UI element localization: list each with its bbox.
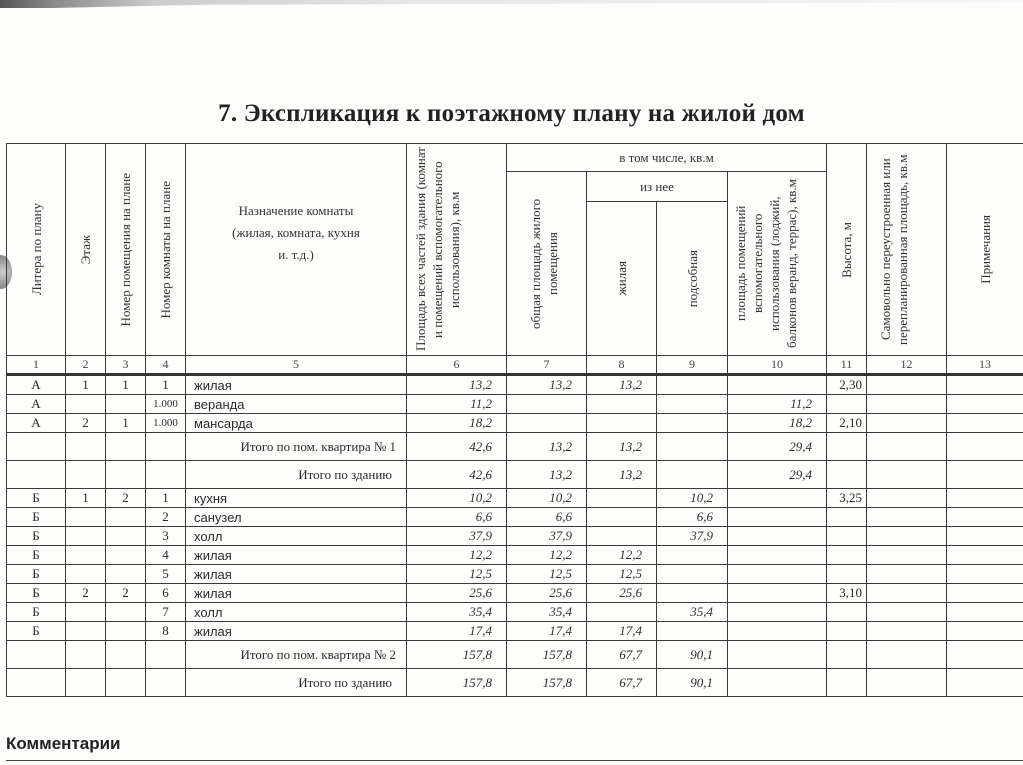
total-area-cell: 25,6 [407, 584, 507, 603]
notes-cell [947, 395, 1023, 414]
utility-area-cell [657, 622, 728, 641]
empty-cell [66, 433, 106, 461]
notes-cell [947, 565, 1023, 584]
table-row [7, 508, 1023, 527]
floor-cell [66, 565, 106, 584]
room-number-cell [106, 603, 146, 622]
living-premises-area-cell: 35,4 [507, 603, 587, 622]
scan-edge-shadow [0, 0, 1023, 8]
utility-area-cell [657, 375, 728, 395]
auxiliary-area-cell [728, 669, 827, 697]
notes-cell [947, 584, 1023, 603]
living-area-cell [587, 395, 657, 414]
self-altered-cell [867, 565, 947, 584]
total-area-cell: 11,2 [407, 395, 507, 414]
total-label: Итого по зданию [186, 669, 407, 697]
total-area-cell: 12,5 [407, 565, 507, 584]
plan-number-cell: 4 [146, 546, 186, 565]
empty-cell [146, 433, 186, 461]
total-area-cell: 42,6 [407, 433, 507, 461]
purpose-cell: жилая [186, 375, 407, 395]
empty-cell [827, 461, 867, 489]
col-number: 7 [507, 356, 587, 375]
floor-cell: 1 [66, 375, 106, 395]
purpose-cell: веранда [186, 395, 407, 414]
total-area-cell: 17,4 [407, 622, 507, 641]
height-cell [827, 527, 867, 546]
total-area-cell: 6,6 [407, 508, 507, 527]
living-area-cell: 13,2 [587, 461, 657, 489]
height-cell [827, 603, 867, 622]
living-area-cell: 67,7 [587, 641, 657, 669]
col-number: 6 [407, 356, 507, 375]
living-area-cell [587, 489, 657, 508]
self-altered-cell [867, 603, 947, 622]
total-area-cell: 13,2 [407, 375, 507, 395]
empty-cell [867, 641, 947, 669]
plan-number-cell: 3 [146, 527, 186, 546]
notes-cell [947, 603, 1023, 622]
self-altered-cell [867, 395, 947, 414]
floor-cell [66, 546, 106, 565]
header-height: Высота, м [827, 144, 867, 356]
col-number: 3 [106, 356, 146, 375]
header-plan-number: Номер комнаты на плане [146, 144, 186, 356]
self-altered-cell [867, 414, 947, 433]
empty-cell [867, 669, 947, 697]
room-number-cell [106, 546, 146, 565]
living-premises-area-cell [507, 395, 587, 414]
comments-heading: Комментарии [6, 734, 121, 753]
living-area-cell: 67,7 [587, 669, 657, 697]
header-living: жилая [587, 202, 657, 356]
utility-area-cell: 90,1 [657, 669, 728, 697]
purpose-cell: холл [186, 603, 407, 622]
notes-cell [947, 414, 1023, 433]
notes-cell [947, 508, 1023, 527]
col-number: 11 [827, 356, 867, 375]
subtotal-row [7, 433, 1023, 461]
notes-cell [947, 622, 1023, 641]
col-number: 4 [146, 356, 186, 375]
table-row [7, 603, 1023, 622]
empty-cell [7, 461, 66, 489]
auxiliary-area-cell: 29,4 [728, 433, 827, 461]
empty-cell [827, 641, 867, 669]
height-cell: 3,10 [827, 584, 867, 603]
auxiliary-area-cell [728, 508, 827, 527]
room-number-cell [106, 527, 146, 546]
litera-cell: А [7, 395, 66, 414]
header-living-premises-area: общая площадь жилого помещения [507, 172, 587, 356]
purpose-cell: жилая [186, 565, 407, 584]
col-number: 13 [947, 356, 1023, 375]
living-premises-area-cell: 6,6 [507, 508, 587, 527]
empty-cell [827, 433, 867, 461]
purpose-cell: холл [186, 527, 407, 546]
empty-cell [66, 461, 106, 489]
living-premises-area-cell: 157,8 [507, 641, 587, 669]
floor-cell: 2 [66, 584, 106, 603]
empty-cell [7, 669, 66, 697]
room-number-cell [106, 508, 146, 527]
living-area-cell [587, 414, 657, 433]
empty-cell [7, 641, 66, 669]
floor-cell [66, 527, 106, 546]
purpose-cell: жилая [186, 622, 407, 641]
purpose-cell: жилая [186, 546, 407, 565]
room-number-cell [106, 622, 146, 641]
purpose-cell: санузел [186, 508, 407, 527]
self-altered-cell [867, 375, 947, 395]
self-altered-cell [867, 527, 947, 546]
total-area-cell: 35,4 [407, 603, 507, 622]
utility-area-cell: 6,6 [657, 508, 728, 527]
table-body [7, 375, 1023, 697]
empty-cell [867, 433, 947, 461]
col-number: 1 [7, 356, 66, 375]
room-number-cell: 1 [106, 375, 146, 395]
empty-cell [827, 669, 867, 697]
living-area-cell: 12,5 [587, 565, 657, 584]
utility-area-cell: 37,9 [657, 527, 728, 546]
plan-number-cell: 1.000 [146, 414, 186, 433]
header-utility: подсобная [657, 202, 728, 356]
col-number: 2 [66, 356, 106, 375]
room-number-cell [106, 565, 146, 584]
height-cell [827, 508, 867, 527]
empty-cell [947, 641, 1023, 669]
utility-area-cell: 10,2 [657, 489, 728, 508]
self-altered-cell [867, 489, 947, 508]
litera-cell: Б [7, 622, 66, 641]
empty-cell [947, 461, 1023, 489]
self-altered-cell [867, 508, 947, 527]
litera-cell: Б [7, 603, 66, 622]
auxiliary-area-cell [728, 622, 827, 641]
floor-cell: 1 [66, 489, 106, 508]
total-area-cell: 12,2 [407, 546, 507, 565]
notes-cell [947, 489, 1023, 508]
litera-cell: Б [7, 489, 66, 508]
empty-cell [146, 669, 186, 697]
utility-area-cell [657, 433, 728, 461]
litera-cell: Б [7, 546, 66, 565]
empty-cell [947, 433, 1023, 461]
living-area-cell [587, 508, 657, 527]
utility-area-cell [657, 565, 728, 584]
living-premises-area-cell: 13,2 [507, 461, 587, 489]
plan-number-cell: 8 [146, 622, 186, 641]
col-number: 10 [728, 356, 827, 375]
empty-cell [106, 641, 146, 669]
litera-cell: А [7, 375, 66, 395]
auxiliary-area-cell: 18,2 [728, 414, 827, 433]
table-row [7, 395, 1023, 414]
col-number: 9 [657, 356, 728, 375]
floor-cell: 2 [66, 414, 106, 433]
header-including: в том числе, кв.м [507, 144, 827, 172]
empty-cell [66, 669, 106, 697]
table-row [7, 489, 1023, 508]
table-row [7, 546, 1023, 565]
table-row [7, 565, 1023, 584]
comments-divider [6, 760, 1023, 761]
purpose-cell: жилая [186, 584, 407, 603]
auxiliary-area-cell: 11,2 [728, 395, 827, 414]
utility-area-cell: 90,1 [657, 641, 728, 669]
utility-area-cell: 35,4 [657, 603, 728, 622]
purpose-cell: кухня [186, 489, 407, 508]
header-room-number: Номер помещения на плане [106, 144, 146, 356]
room-number-cell: 2 [106, 584, 146, 603]
total-area-cell: 10,2 [407, 489, 507, 508]
total-area-cell: 157,8 [407, 669, 507, 697]
total-area-cell: 42,6 [407, 461, 507, 489]
auxiliary-area-cell [728, 565, 827, 584]
living-area-cell [587, 527, 657, 546]
empty-cell [867, 461, 947, 489]
utility-area-cell [657, 546, 728, 565]
total-label: Итого по пом. квартира № 1 [186, 433, 407, 461]
auxiliary-area-cell [728, 375, 827, 395]
utility-area-cell [657, 461, 728, 489]
plan-number-cell: 6 [146, 584, 186, 603]
empty-cell [66, 641, 106, 669]
plan-number-cell: 1 [146, 375, 186, 395]
litera-cell: Б [7, 565, 66, 584]
living-premises-area-cell [507, 414, 587, 433]
auxiliary-area-cell [728, 489, 827, 508]
utility-area-cell [657, 395, 728, 414]
header-litera: Литера по плану [7, 144, 66, 356]
table-row [7, 375, 1023, 395]
room-number-cell: 1 [106, 414, 146, 433]
explication-table [6, 143, 1023, 697]
living-premises-area-cell: 13,2 [507, 433, 587, 461]
empty-cell [146, 641, 186, 669]
notes-cell [947, 546, 1023, 565]
empty-cell [947, 669, 1023, 697]
header-self-altered: Самовольно переустроенная или перепланированная площадь, кв.м [867, 144, 947, 356]
living-premises-area-cell: 37,9 [507, 527, 587, 546]
self-altered-cell [867, 622, 947, 641]
page-title: 7. Экспликация к поэтажному плану на жилой дом [218, 100, 805, 127]
living-area-cell: 13,2 [587, 433, 657, 461]
plan-number-cell: 1.000 [146, 395, 186, 414]
plan-number-cell: 7 [146, 603, 186, 622]
living-premises-area-cell: 17,4 [507, 622, 587, 641]
column-number-row [7, 356, 1023, 375]
auxiliary-area-cell [728, 641, 827, 669]
floor-cell [66, 508, 106, 527]
living-premises-area-cell: 157,8 [507, 669, 587, 697]
living-area-cell: 13,2 [587, 375, 657, 395]
plan-number-cell: 2 [146, 508, 186, 527]
living-area-cell: 17,4 [587, 622, 657, 641]
notes-cell [947, 375, 1023, 395]
empty-cell [106, 461, 146, 489]
auxiliary-area-cell [728, 584, 827, 603]
living-area-cell: 12,2 [587, 546, 657, 565]
height-cell: 2,30 [827, 375, 867, 395]
auxiliary-area-cell [728, 527, 827, 546]
living-premises-area-cell: 12,5 [507, 565, 587, 584]
utility-area-cell [657, 584, 728, 603]
table-row [7, 584, 1023, 603]
room-number-cell: 2 [106, 489, 146, 508]
building-total-row [7, 669, 1023, 697]
self-altered-cell [867, 546, 947, 565]
auxiliary-area-cell [728, 603, 827, 622]
self-altered-cell [867, 584, 947, 603]
notes-cell [947, 527, 1023, 546]
empty-cell [146, 461, 186, 489]
table-row [7, 414, 1023, 433]
total-area-cell: 18,2 [407, 414, 507, 433]
total-area-cell: 157,8 [407, 641, 507, 669]
col-number: 5 [186, 356, 407, 375]
header-floor: Этаж [66, 144, 106, 356]
height-cell: 3,25 [827, 489, 867, 508]
header-purpose: Назначение комнаты (жилая, комната, кухня и. т.д.) [186, 144, 407, 356]
table-row [7, 527, 1023, 546]
living-area-cell [587, 603, 657, 622]
height-cell [827, 565, 867, 584]
plan-number-cell: 1 [146, 489, 186, 508]
subtotal-row [7, 641, 1023, 669]
empty-cell [7, 433, 66, 461]
empty-cell [106, 433, 146, 461]
auxiliary-area-cell [728, 546, 827, 565]
litera-cell: А [7, 414, 66, 433]
floor-cell [66, 603, 106, 622]
room-number-cell [106, 395, 146, 414]
header-of-which: из нее [587, 172, 728, 202]
litera-cell: Б [7, 527, 66, 546]
litera-cell: Б [7, 508, 66, 527]
auxiliary-area-cell: 29,4 [728, 461, 827, 489]
living-premises-area-cell: 13,2 [507, 375, 587, 395]
height-cell [827, 546, 867, 565]
empty-cell [106, 669, 146, 697]
col-number: 12 [867, 356, 947, 375]
header-total-area: Площадь всех частей здания (комнат и помещений вспомогательного использования), кв.м [407, 144, 507, 356]
floor-cell [66, 395, 106, 414]
purpose-cell: мансарда [186, 414, 407, 433]
total-area-cell: 37,9 [407, 527, 507, 546]
table-row [7, 622, 1023, 641]
header-notes: Примечания [947, 144, 1023, 356]
living-premises-area-cell: 10,2 [507, 489, 587, 508]
height-cell [827, 395, 867, 414]
litera-cell: Б [7, 584, 66, 603]
col-number: 8 [587, 356, 657, 375]
utility-area-cell [657, 414, 728, 433]
header-auxiliary-area: площадь помещений вспомогательного использования (лоджий, балконов веранд, террас), кв.м [728, 172, 827, 356]
living-premises-area-cell: 25,6 [507, 584, 587, 603]
building-total-row [7, 461, 1023, 489]
height-cell: 2,10 [827, 414, 867, 433]
plan-number-cell: 5 [146, 565, 186, 584]
floor-cell [66, 622, 106, 641]
total-label: Итого по пом. квартира № 2 [186, 641, 407, 669]
total-label: Итого по зданию [186, 461, 407, 489]
living-premises-area-cell: 12,2 [507, 546, 587, 565]
living-area-cell: 25,6 [587, 584, 657, 603]
height-cell [827, 622, 867, 641]
